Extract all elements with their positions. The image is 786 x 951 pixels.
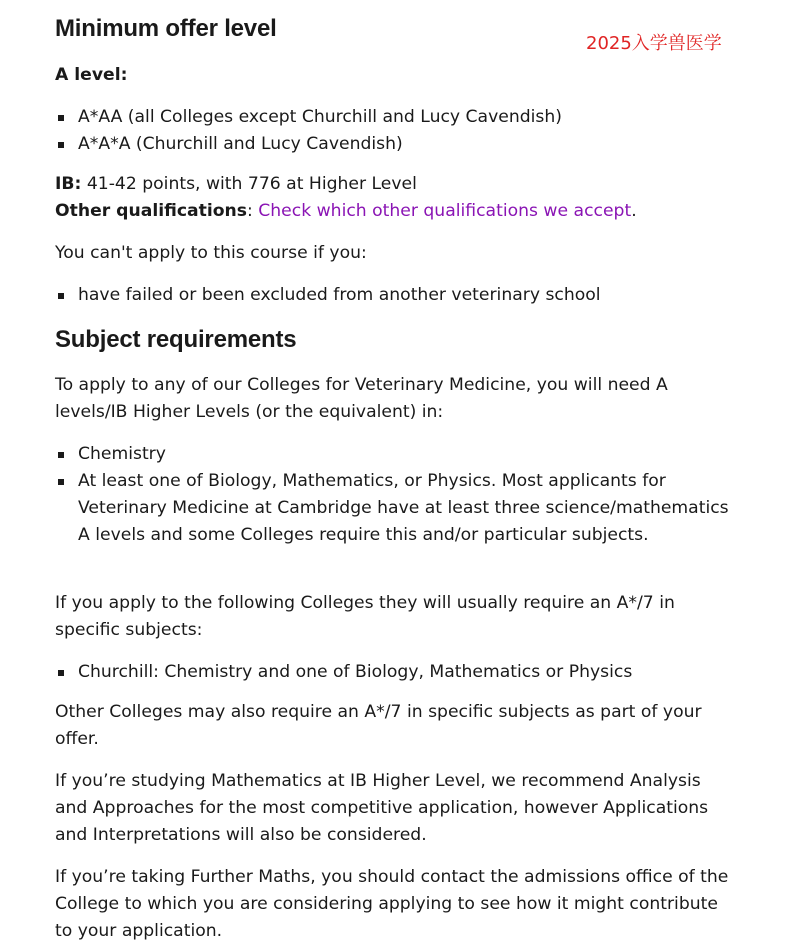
subject-intro: To apply to any of our Colleges for Veterinary Medicine, you will need A levels/IB Higher Levels (or the equivalent) in: bbox=[55, 375, 668, 422]
bullet-icon bbox=[58, 142, 64, 148]
ib-maths-text: If you’re studying Mathematics at IB Higher Level, we recommend Analysis and Approaches for the most competitive application, however Applications and Interpretations will also be considered. bbox=[55, 771, 709, 845]
bullet-icon bbox=[58, 452, 64, 458]
other-qualifications-link[interactable]: Check which other qualifications we accept bbox=[258, 201, 632, 221]
subject-list bbox=[55, 441, 735, 549]
other-colleges-text: Other Colleges may also require an A*/7 in specific subjects as part of your offer. bbox=[55, 702, 702, 749]
cannot-apply-list bbox=[55, 282, 735, 309]
list-item: A*AA (all Colleges except Churchill and Lucy Cavendish) bbox=[55, 104, 735, 131]
cannot-apply-text: You can't apply to this course if you: bbox=[55, 243, 367, 263]
subject-req-heading: Subject requirements bbox=[55, 326, 297, 353]
a-level-list bbox=[55, 104, 735, 158]
list-item: have failed or been excluded from another veterinary school bbox=[55, 282, 735, 309]
colleges-intro: If you apply to the following Colleges they will usually require an A*/7 in specific subjects: bbox=[55, 593, 675, 640]
list-item: Churchill: Chemistry and one of Biology, Mathematics or Physics bbox=[55, 659, 735, 686]
bullet-icon bbox=[58, 293, 64, 299]
bullet-icon bbox=[58, 479, 64, 485]
list-item: At least one of Biology, Mathematics, or Physics. Most applicants for Veterinary Medicine at Cambridge have at least three science/mathematics A levels and some Colleges require this and/or particular subjects. bbox=[55, 468, 735, 549]
further-maths-text: If you’re taking Further Maths, you should contact the admissions office of the College to which you are considering applying to see how it might contribute to your application. bbox=[55, 867, 729, 941]
bullet-icon bbox=[58, 115, 64, 121]
other-qualifications: Other qualifications: Check which other qualifications we accept. bbox=[55, 201, 637, 221]
bullet-icon bbox=[58, 670, 64, 676]
ib-requirement: IB: 41-42 points, with 776 at Higher Level bbox=[55, 174, 417, 194]
min-offer-heading: Minimum offer level bbox=[55, 15, 277, 42]
a-level-label: A level: bbox=[55, 65, 128, 85]
list-item: Chemistry bbox=[55, 441, 735, 468]
college-list bbox=[55, 659, 735, 686]
watermark-text: 2025入学兽医学 bbox=[586, 33, 722, 54]
list-item: A*A*A (Churchill and Lucy Cavendish) bbox=[55, 131, 735, 158]
